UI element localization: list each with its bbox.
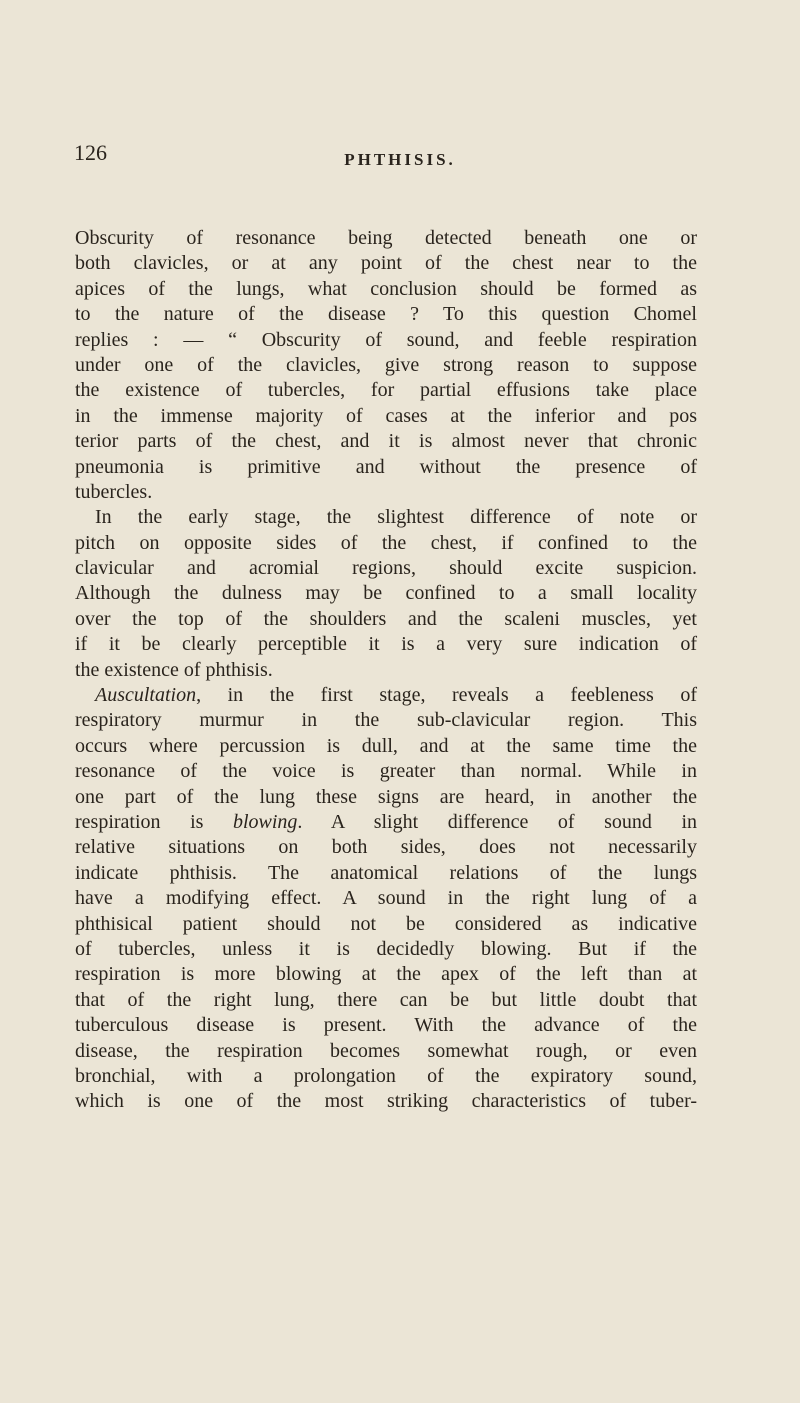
page-number: 126 [74, 140, 107, 165]
text-line: apices of the lungs, what conclusion should be formed as [75, 277, 697, 300]
text-line: indicate phthisis. The anatomical relations of the lungs [75, 861, 697, 884]
text-line: tubercles. [75, 480, 153, 503]
text-line: tuberculous disease is present. With the advance of the [75, 1014, 697, 1037]
text-fragment: respiration is [75, 810, 233, 833]
text-line: that of the right lung, there can be but little doubt that [75, 988, 697, 1011]
text-line: which is one of the most striking characteristics of tuber- [75, 1090, 697, 1113]
text-line: of tubercles, unless it is decidedly blowing. But if the [75, 937, 697, 960]
text-line: phthisical patient should not be considered as indicative [75, 912, 697, 935]
text-fragment: , in the first stage, reveals a feebleness of [196, 684, 697, 707]
text-line: occurs where percussion is dull, and at the same time the [75, 734, 697, 757]
text-line: to the nature of the disease ? To this question Chomel [75, 303, 697, 326]
text-fragment: . A slight difference of sound in [297, 810, 698, 833]
running-title: PHTHISIS. [344, 150, 456, 169]
text-line: respiration is more blowing at the apex of the left than at [75, 963, 697, 986]
text-line: the existence of tubercles, for partial effusions take place [75, 379, 697, 402]
text-line: clavicular and acromial regions, should excite suspicion. [75, 557, 697, 580]
text-line: terior parts of the chest, and it is almost never that chronic [75, 430, 697, 453]
text-line: one part of the lung these signs are heard, in another the [75, 785, 697, 808]
text-line: pneumonia is primitive and without the presence of [75, 455, 697, 478]
text-line: In the early stage, the slightest difference of note or [95, 506, 697, 529]
text-line: Obscurity of resonance being detected beneath one or [75, 227, 697, 249]
text-line [75, 683, 697, 708]
text-line: over the top of the shoulders and the scaleni muscles, yet [75, 607, 697, 630]
text-line: both clavicles, or at any point of the chest near to the [75, 252, 697, 275]
italic-term: blowing [232, 810, 298, 833]
text-line: in the immense majority of cases at the inferior and pos [75, 404, 697, 427]
text-line: under one of the clavicles, give strong reason to suppose [75, 353, 697, 376]
text-line: replies : — “ Obscurity of sound, and feeble respiration [75, 328, 697, 351]
text-line: bronchial, with a prolongation of the expiratory sound, [75, 1064, 697, 1087]
text-line: the existence of phthisis. [75, 658, 273, 681]
text-line: disease, the respiration becomes somewhat rough, or even [75, 1039, 697, 1062]
text-line: have a modifying effect. A sound in the right lung of a [75, 887, 697, 910]
text-line [75, 810, 697, 835]
text-line: if it be clearly perceptible it is a very sure indication of [75, 633, 697, 656]
text-line: Although the dulness may be confined to a small locality [75, 582, 697, 605]
body-text [75, 226, 697, 1115]
italic-term: Auscultation [95, 684, 197, 707]
text-line: resonance of the voice is greater than normal. While in [75, 760, 697, 783]
text-line: relative situations on both sides, does not necessarily [75, 836, 697, 859]
text-line: respiratory murmur in the sub-clavicular region. This [75, 709, 697, 732]
text-line: pitch on opposite sides of the chest, if confined to the [75, 531, 697, 554]
